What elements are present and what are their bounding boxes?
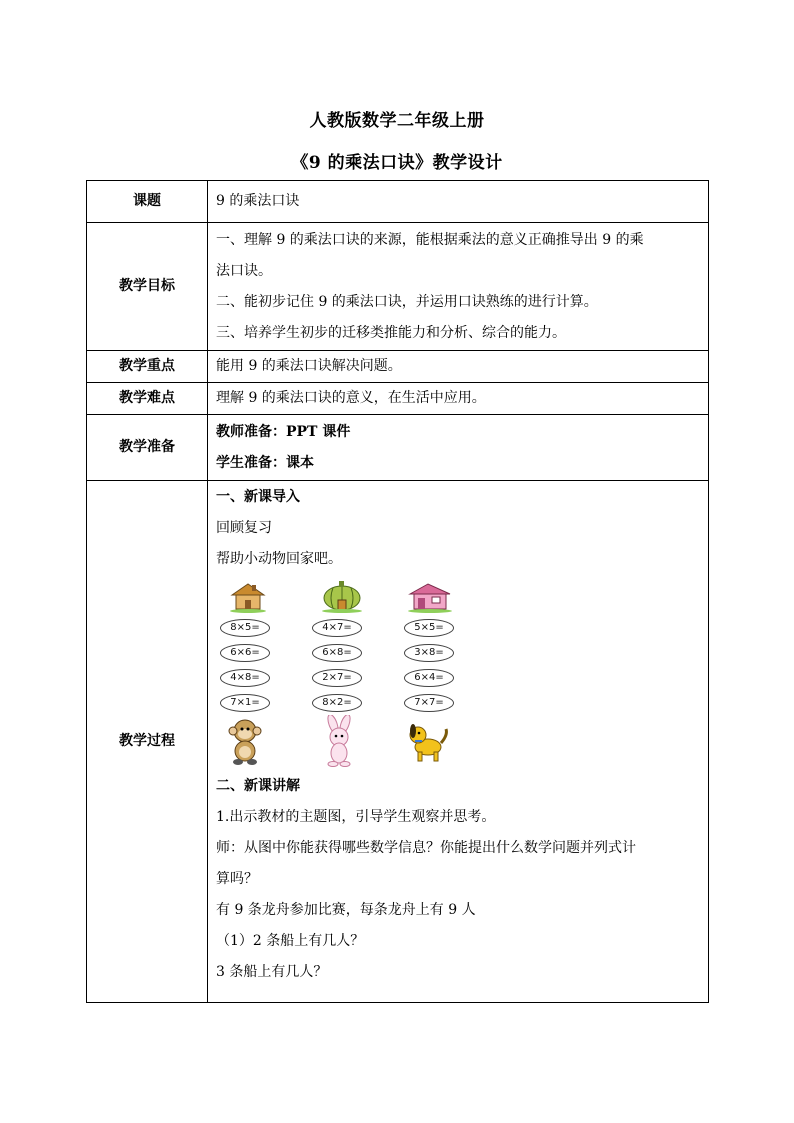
expression-oval[interactable]: 6×4=: [404, 669, 454, 687]
label-key-point: 教学重点: [87, 351, 208, 383]
value-topic: 9 的乘法口诀: [208, 181, 709, 223]
value-goals: [208, 223, 709, 351]
document-subtitle: 《9 的乘法口诀》教学设计: [291, 153, 503, 173]
value-key-point: 能用 9 的乘法口诀解决问题。: [208, 351, 709, 383]
row-key-point: [87, 351, 709, 383]
review-text: 回顾复习: [216, 520, 272, 536]
expression-oval[interactable]: 7×7=: [404, 694, 454, 712]
lesson-plan-table: [86, 180, 709, 1003]
label-goals: 教学目标: [87, 223, 208, 351]
label-process: 教学过程: [87, 481, 208, 1003]
row-goals: [87, 223, 709, 351]
row-preparation: [87, 415, 709, 481]
expression-oval[interactable]: 3×8=: [404, 644, 454, 662]
teacher-preparation: 教师准备：PPT 课件: [216, 423, 351, 440]
teacher-question-line1: 师：从图中你能获得哪些数学信息？你能提出什么数学问题并列式计: [216, 840, 636, 856]
row-process: [87, 481, 709, 1003]
teacher-question-line2: 算吗？: [216, 871, 258, 887]
expression-oval[interactable]: 5×5=: [404, 619, 454, 637]
monkey-icon: [224, 717, 266, 765]
expression-oval[interactable]: 4×8=: [220, 669, 270, 687]
goal-line-1: 一、理解 9 的乘法口诀的来源，能根据乘法的意义正确推导出 9 的乘: [216, 231, 644, 248]
section2-title: 二、新课讲解: [216, 778, 300, 794]
info-text: 有 9 条龙舟参加比赛，每条龙舟上有 9 人: [216, 902, 476, 918]
value-difficulty: 理解 9 的乘法口诀的意义，在生活中应用。: [208, 383, 709, 415]
label-topic: 课题: [87, 181, 208, 223]
section1-title: 一、新课导入: [216, 489, 300, 505]
value-process: [208, 481, 709, 1003]
step1-text: 1.出示教材的主题图，引导学生观察并思考。: [216, 809, 496, 825]
expression-oval[interactable]: 4×7=: [312, 619, 362, 637]
dog-icon: [406, 721, 450, 763]
expression-oval[interactable]: 2×7=: [312, 669, 362, 687]
label-preparation: 教学准备: [87, 415, 208, 481]
value-preparation: [208, 415, 709, 481]
expression-oval[interactable]: 6×6=: [220, 644, 270, 662]
student-preparation: 学生准备：课本: [216, 454, 314, 471]
expression-oval[interactable]: 7×1=: [220, 694, 270, 712]
question-2: 3 条船上有几人？: [216, 964, 328, 980]
house-icon: [228, 581, 268, 613]
row-difficulty: [87, 383, 709, 415]
pumpkin-house-icon: [320, 579, 364, 613]
label-difficulty: 教学难点: [87, 383, 208, 415]
goal-line-2: 法口诀。: [216, 262, 272, 279]
goal-line-4: 三、培养学生初步的迁移类推能力和分析、综合的能力。: [216, 324, 566, 341]
rabbit-icon: [316, 715, 362, 767]
expression-oval[interactable]: 6×8=: [312, 644, 362, 662]
help-text: 帮助小动物回家吧。: [216, 551, 342, 567]
goal-line-3: 二、能初步记住 9 的乘法口诀，并运用口诀熟练的进行计算。: [216, 293, 598, 310]
question-1: （1）2 条船上有几人？: [216, 933, 365, 949]
expression-oval[interactable]: 8×5=: [220, 619, 270, 637]
expression-oval[interactable]: 8×2=: [312, 694, 362, 712]
pink-house-icon: [406, 581, 454, 613]
row-topic: [87, 181, 709, 223]
document-title: 人教版数学二年级上册: [309, 111, 485, 131]
matching-picture: [216, 579, 700, 765]
